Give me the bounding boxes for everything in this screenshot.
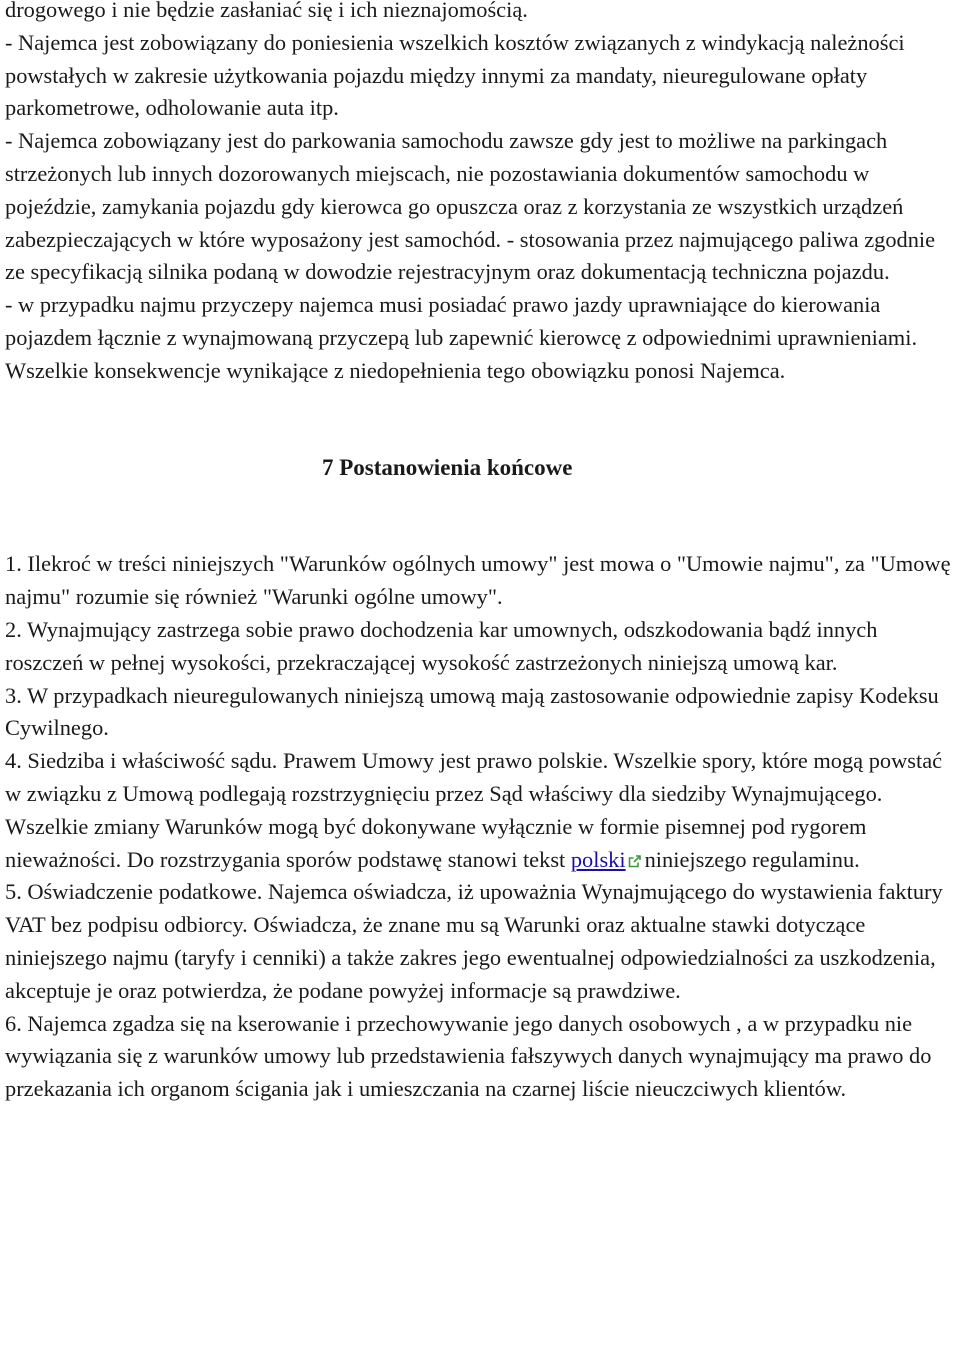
clause-3: 3. W przypadkach nieuregulowanych niniejszą umową mają zastosowanie odpowiednie zapisy Kodeksu Cywilnego.: [5, 682, 939, 741]
document-body: [5, 0, 960, 1106]
clause-4: [5, 745, 960, 876]
clause-2: 2. Wynajmujący zastrzega sobie prawo dochodzenia kar umownych, odszkodowania bądź innych roszczeń w pełnej wysokości, przekraczającej wysokość zastrzeżonych niniejszą umową kar.: [5, 616, 878, 675]
paragraph-parking-obligations: - Najemca zobowiązany jest do parkowania samochodu zawsze gdy jest to możliwe na parkingach strzeżonych lub innych dozorowanych miejscach, nie pozostawiania dokumentów samochodu w pojeździe, zamykania pojazdu gdy kierowca go opuszcza oraz z korzystania ze wszystkich urządzeń zabezpieczających w które wyposażony jest samochód. - stosowania przez najmującego paliwa zgodnie ze specyfikacją silnika podaną w dowodzie rejestracyjnym oraz dokumentacją techniczna pojazdu.: [5, 128, 936, 285]
polski-link[interactable]: polski: [570, 846, 626, 872]
section-heading: 7 Postanowienia końcowe: [322, 454, 573, 480]
clause-1: 1. Ilekroć w treści niniejszych "Warunków ogólnych umowy" jest mowa o "Umowie najmu", za "Umowę najmu" rozumie się również "Warunki ogólne umowy".: [5, 551, 951, 610]
paragraph-road-rules: drogowego i nie będzie zasłaniać się i ich nieznajomością.: [5, 0, 528, 22]
external-link-icon[interactable]: [628, 855, 641, 868]
paragraph-collection-costs: - Najemca jest zobowiązany do poniesienia wszelkich kosztów związanych z windykacją należności powstałych w zakresie użytkowania pojazdu między innymi za mandaty, nieuregulowane opłaty parkometrowe, odholowanie auta itp.: [5, 29, 905, 121]
clause-4-text: 4. Siedziba i właściwość sądu. Prawem Umowy jest prawo polskie. Wszelkie spory, które mogą powstać w związku z Umową podlegają rozstrzygnięciu przez Sąd właściwy dla siedziby Wynajmującego. Wszelkie zmiany Warunków mogą być dokonywane wyłącznie w formie pisemnej pod rygorem nieważności. Do rozstrzygania sporów podstawę stanowi tekst: [5, 748, 943, 872]
clause-5: 5. Oświadczenie podatkowe. Najemca oświadcza, iż upoważnia Wynajmującego do wystawienia faktury VAT bez podpisu odbiorcy. Oświadcza, że znane mu są Warunki oraz aktualne stawki dotyczące niniejszego najmu (taryfy i cenniki) a także zakres jego ewentualnej odpowiedzialności za uszkodzenia, akceptuje je oraz potwierdza, że podane powyżej informacje są prawdziwe.: [5, 879, 943, 1003]
clause-6: 6. Najemca zgadza się na kserowanie i przechowywanie jego danych osobowych , a w przypadku nie wywiązania się z warunków umowy lub przedstawienia fałszywych danych wynajmujący ma prawo do przekazania ich organom ścigania jak i umieszczania na czarnej liście nieuczciwych klientów.: [5, 1010, 932, 1102]
paragraph-trailer-license: - w przypadku najmu przyczepy najemca musi posiadać prawo jazdy uprawniające do kierowania pojazdem łącznie z wynajmowaną przyczepą lub zapewnić kierowcę z odpowiednimi uprawnieniami. Wszelkie konsekwencje wynikające z niedopełnienia tego obowiązku ponosi Najemca.: [5, 292, 918, 383]
clause-4-tail: niniejszego regulaminu.: [644, 846, 860, 872]
